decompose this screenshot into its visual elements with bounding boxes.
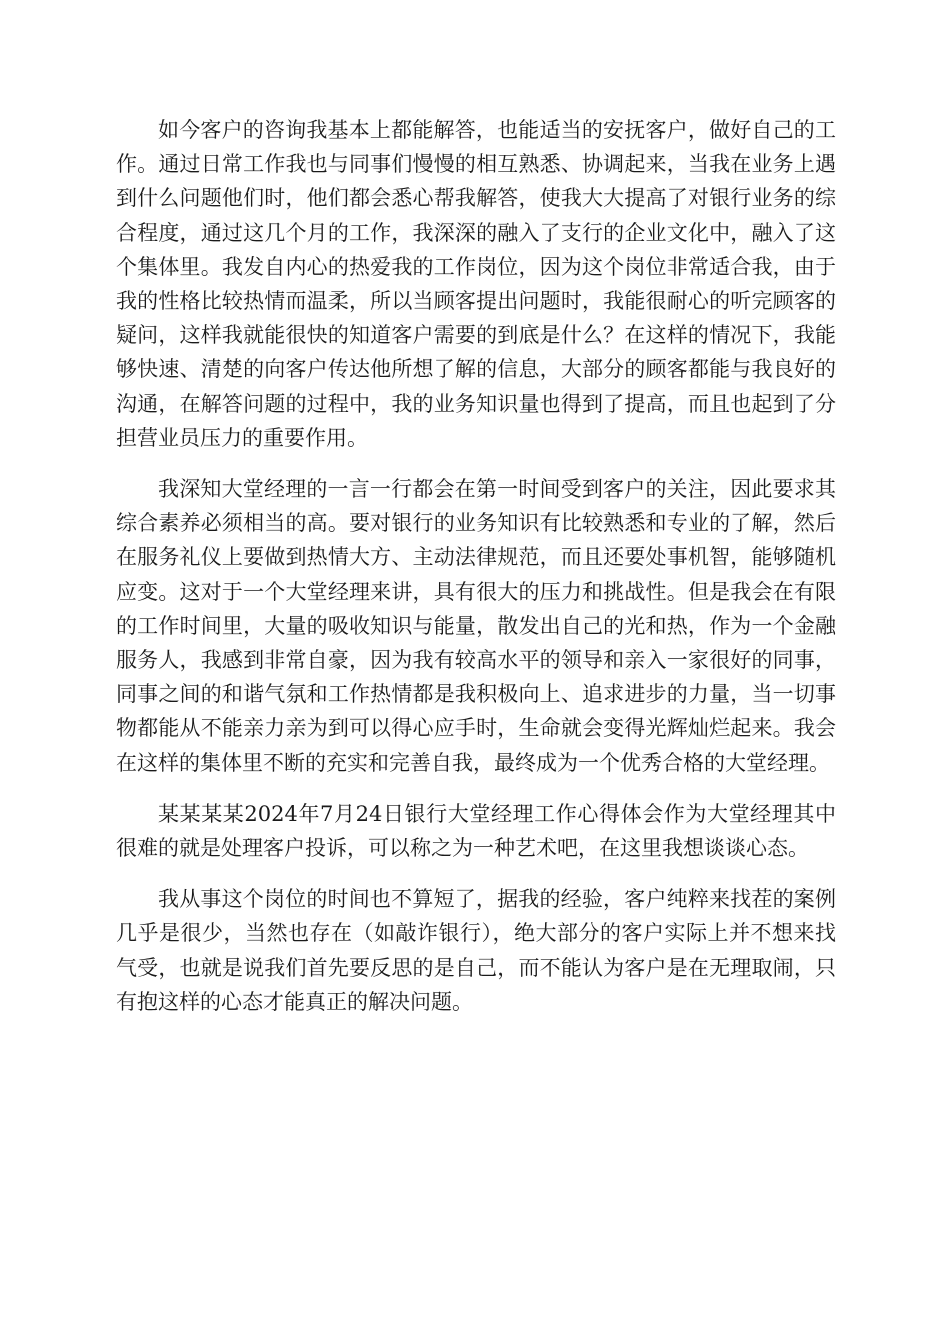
paragraph-2: 我深知大堂经理的一言一行都会在第一时间受到客户的关注，因此要求其综合素养必须相当的高。要对银行的业务知识有比较熟悉和专业的了解，然后在服务礼仪上要做到热情大方、主动法律规范，而且还要处事机智，能够随机应变。这对于一个大堂经理来讲，具有很大的压力和挑战性。但是我会在有限的工作时间里，大量的吸收知识与能量，散发出自己的光和热，作为一个金融服务人，我感到非常自豪，因为我有较高水平的领导和亲入一家很好的同事，同事之间的和谐气氛和工作热情都是我积极向上、追求进步的力量，当一切事物都能从不能亲力亲为到可以得心应手时，生命就会变得光辉灿烂起来。我会在这样的集体里不断的充实和完善自我，最终成为一个优秀合格的大堂经理。 bbox=[116, 477, 836, 775]
paragraph-4: 我从事这个岗位的时间也不算短了，据我的经验，客户纯粹来找茬的案例几乎是很少，当然也存在（如敲诈银行），绝大部分的客户实际上并不想来找气受，也就是说我们首先要反思的是自己，而不能认为客户是在无理取闹，只有抱这样的心态才能真正的解决问题。 bbox=[116, 887, 836, 1014]
document-body bbox=[116, 113, 836, 1036]
paragraph-3: 某某某某2024年7月24日银行大堂经理工作心得体会作为大堂经理其中很难的就是处理客户投诉，可以称之为一种艺术吧，在这里我想谈谈心态。 bbox=[116, 801, 836, 861]
paragraph-1: 如今客户的咨询我基本上都能解答，也能适当的安抚客户，做好自己的工作。通过日常工作我也与同事们慢慢的相互熟悉、协调起来，当我在业务上遇到什么问题他们时，他们都会悉心帮我解答，使我大大提高了对银行业务的综合程度，通过这几个月的工作，我深深的融入了支行的企业文化中，融入了这个集体里。我发自内心的热爱我的工作岗位，因为这个岗位非常适合我，由于我的性格比较热情而温柔，所以当顾客提出问题时，我能很耐心的听完顾客的疑问，这样我就能很快的知道客户需要的到底是什么？在这样的情况下，我能够快速、清楚的向客户传达他所想了解的信息，大部分的顾客都能与我良好的沟通，在解答问题的过程中，我的业务知识量也得到了提高，而且也起到了分担营业员压力的重要作用。 bbox=[116, 118, 836, 450]
